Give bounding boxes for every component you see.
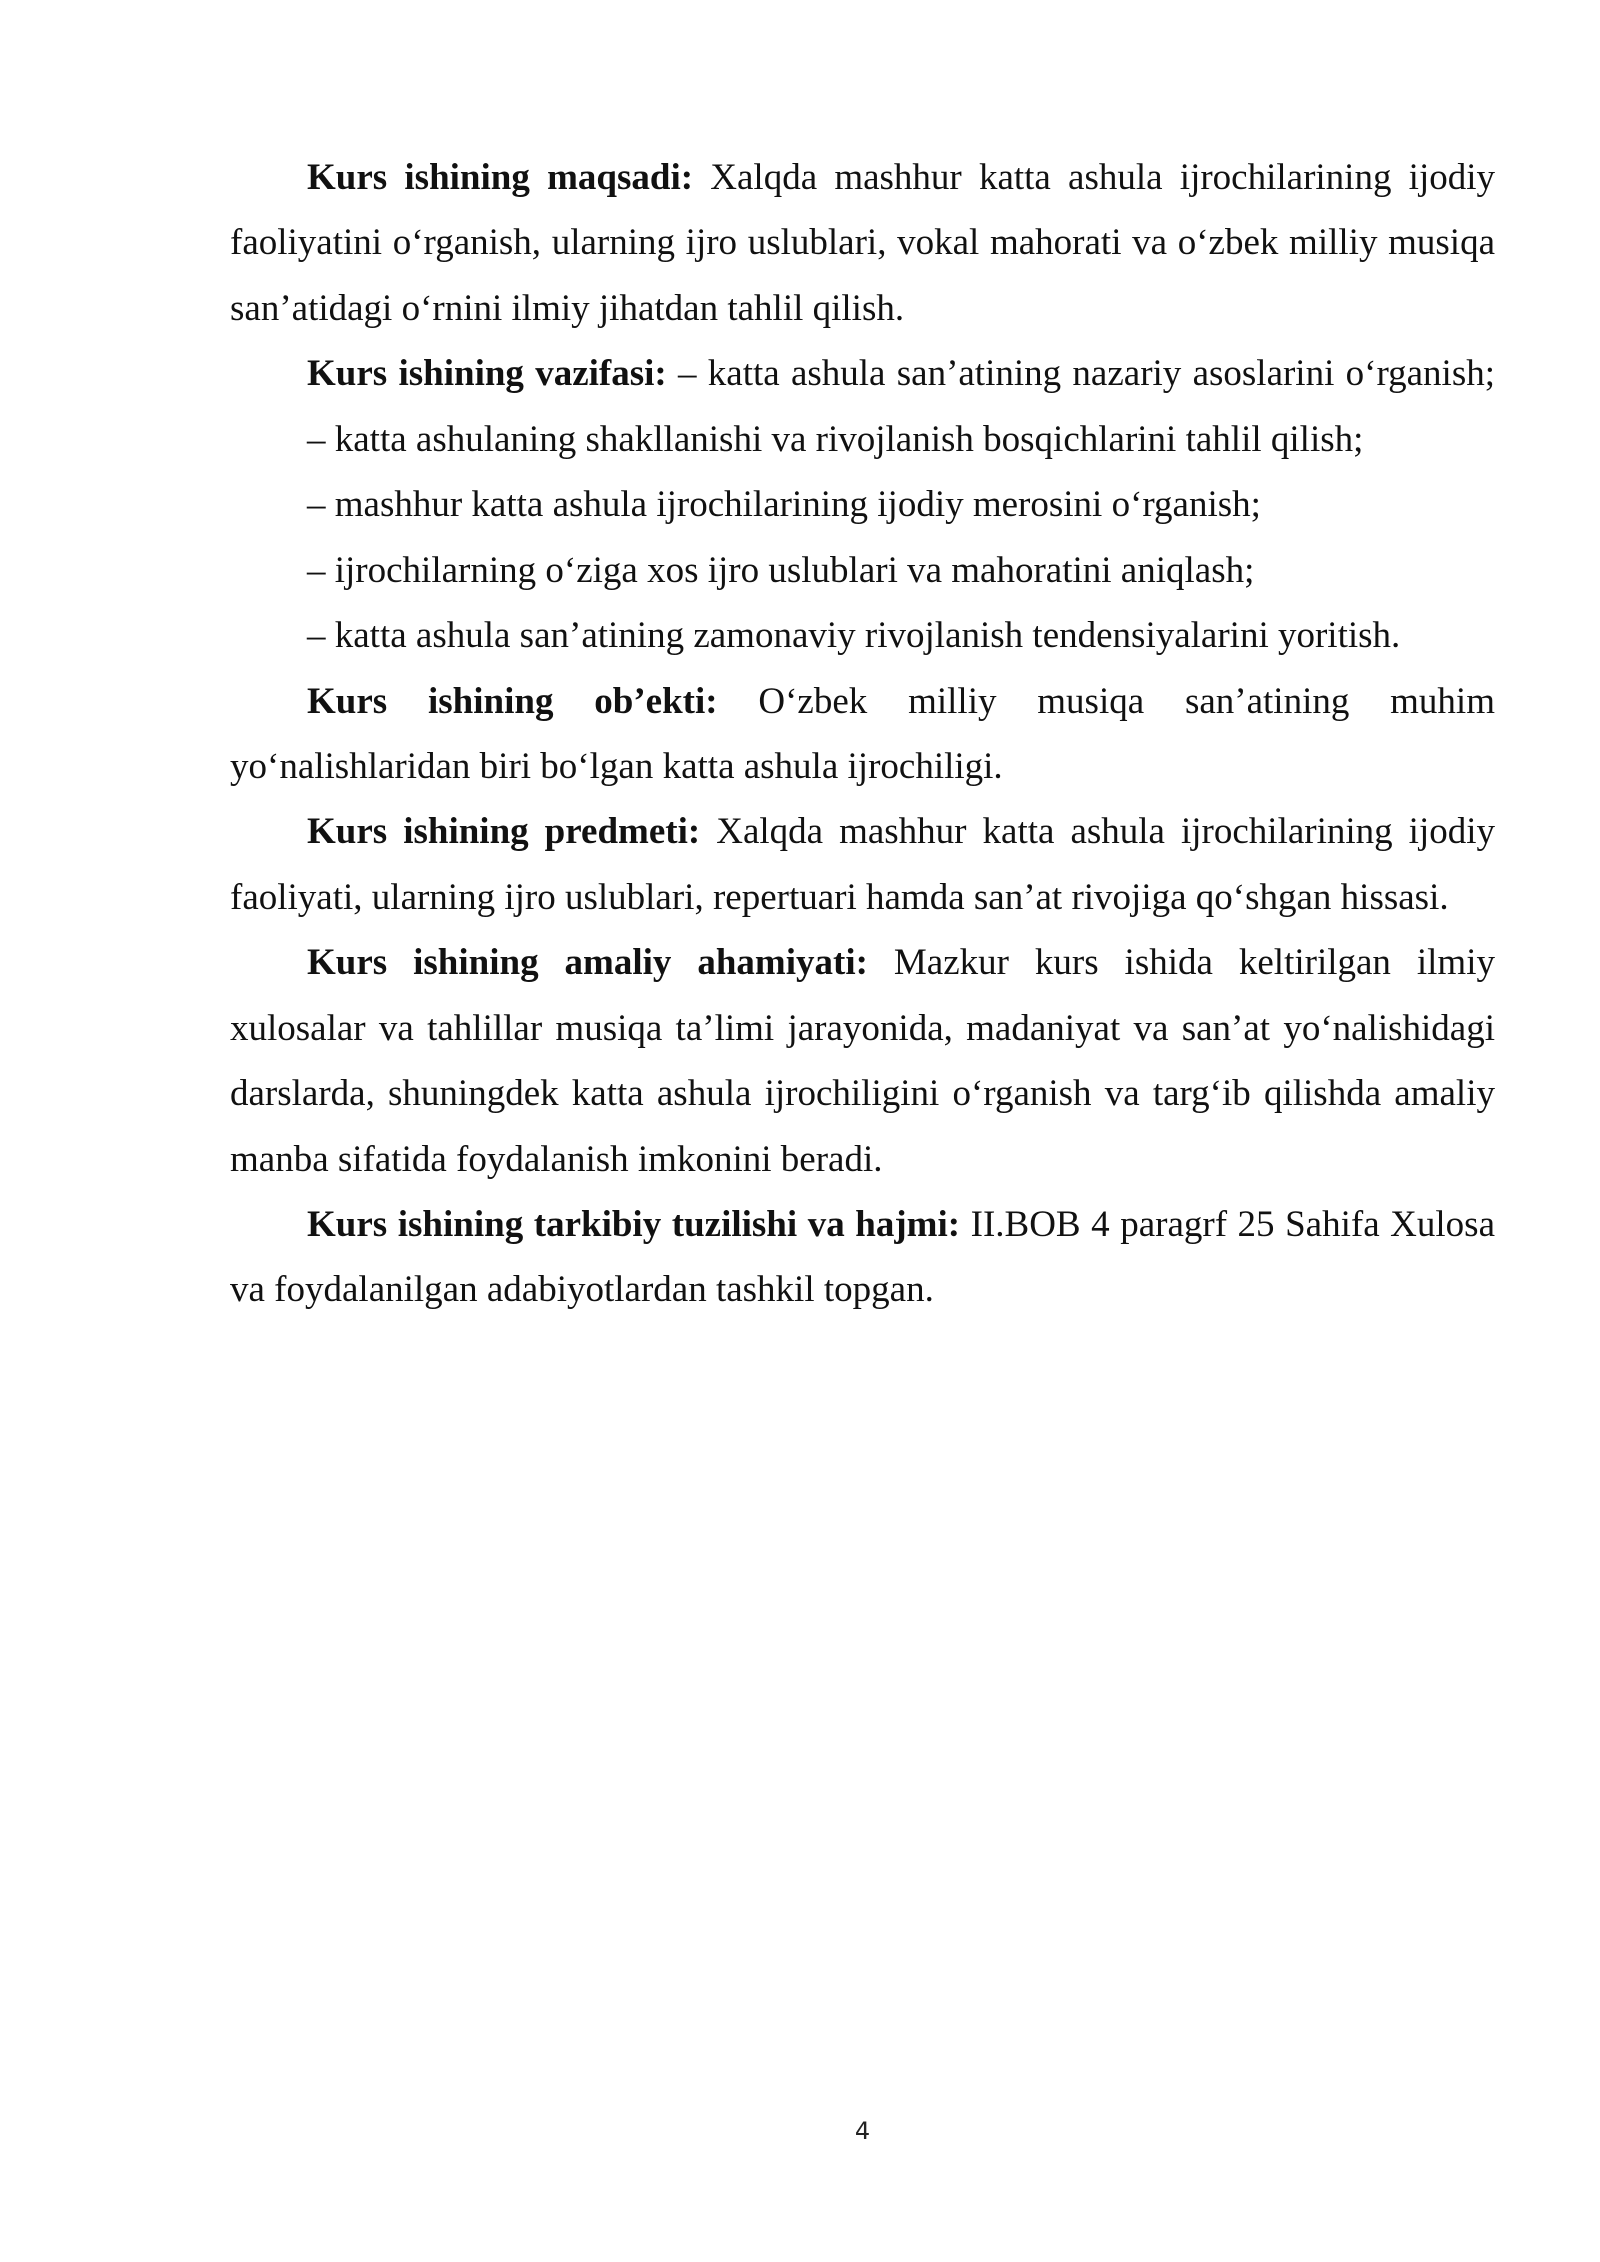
line-text: Xalqda mashhur katta ashula ijrochilarining ijodiy xyxy=(710,157,1495,198)
paragraph-predmeti-line xyxy=(230,799,1495,864)
body-text xyxy=(230,145,1495,1323)
line-text: faoliyatini o‘rganish, ularning ijro uslublari, vokal mahorati va o‘zbek milliy musiqa xyxy=(230,222,1495,264)
line-text: faoliyati, ularning ijro uslublari, repertuari hamda san’at rivojiga qo‘shgan hissasi. xyxy=(230,876,1449,918)
line-text: – mashhur katta ashula ijrochilarining ijodiy merosini o‘rganish; xyxy=(307,484,1261,526)
line-text: xulosalar va tahlillar musiqa ta’limi jarayonida, madaniyat va san’at yo‘nalishidagi xyxy=(230,1007,1495,1049)
task-list-item xyxy=(230,603,1495,668)
paragraph-obekti-line xyxy=(230,669,1495,734)
line-text: – katta ashula san’atining zamonaviy rivojlanish tendensiyalarini yoritish. xyxy=(307,615,1401,657)
section-label: Kurs ishining predmeti: xyxy=(307,811,701,853)
paragraph-maqsadi-line xyxy=(230,210,1495,275)
line-text: Xalqda mashhur katta ashula ijrochilarining ijodiy xyxy=(716,811,1495,853)
paragraph-maqsadi-line xyxy=(230,145,1495,210)
paragraph-vazifasi-line xyxy=(230,341,1495,406)
line-text: – katta ashulaning shakllanishi va rivojlanish bosqichlarini tahlil qilish; xyxy=(307,418,1364,460)
task-list-item xyxy=(230,538,1495,603)
paragraph-ahamiyati-line xyxy=(230,996,1495,1061)
section-label: Kurs ishining tarkibiy tuzilishi va hajmi: xyxy=(307,1204,961,1245)
paragraph-tuzilishi-line xyxy=(230,1257,1495,1322)
task-list-item xyxy=(230,407,1495,472)
line-text: va foydalanilgan adabiyotlardan tashkil topgan. xyxy=(230,1269,934,1311)
line-text: manba sifatida foydalanish imkonini beradi. xyxy=(230,1138,883,1180)
line-text: yo‘nalishlaridan biri bo‘lgan katta ashula ijrochiligi. xyxy=(230,745,1003,787)
paragraph-ahamiyati-line xyxy=(230,1127,1495,1192)
paragraph-obekti-line xyxy=(230,734,1495,799)
section-label: Kurs ishining ob’ekti: xyxy=(307,680,718,722)
paragraph-tuzilishi-line xyxy=(230,1192,1495,1257)
paragraph-predmeti-line xyxy=(230,865,1495,930)
page-number: 4 xyxy=(854,2117,871,2145)
line-text: – ijrochilarning o‘ziga xos ijro uslublari va mahoratini aniqlash; xyxy=(307,549,1255,591)
paragraph-maqsadi-line xyxy=(230,276,1495,341)
line-text: san’atidagi o‘rnini ilmiy jihatdan tahlil qilish. xyxy=(230,287,905,329)
line-text: II.BOB 4 paragrf 25 Sahifa Xulosa xyxy=(970,1204,1495,1245)
task-list-item xyxy=(230,472,1495,537)
section-label: Kurs ishining amaliy ahamiyati: xyxy=(307,942,868,984)
paragraph-ahamiyati-line xyxy=(230,1061,1495,1126)
line-text: – katta ashula san’atining nazariy asoslarini o‘rganish; xyxy=(678,353,1495,395)
line-text: darslarda, shuningdek katta ashula ijrochiligini o‘rganish va targ‘ib qilishda amaliy xyxy=(230,1073,1495,1115)
paragraph-ahamiyati-line xyxy=(230,930,1495,995)
line-text: O‘zbek milliy musiqa san’atining muhim xyxy=(758,680,1495,722)
section-label: Kurs ishining vazifasi: xyxy=(307,353,667,395)
line-text: Mazkur kurs ishida keltirilgan ilmiy xyxy=(893,942,1495,984)
section-label: Kurs ishining maqsadi: xyxy=(307,157,694,198)
